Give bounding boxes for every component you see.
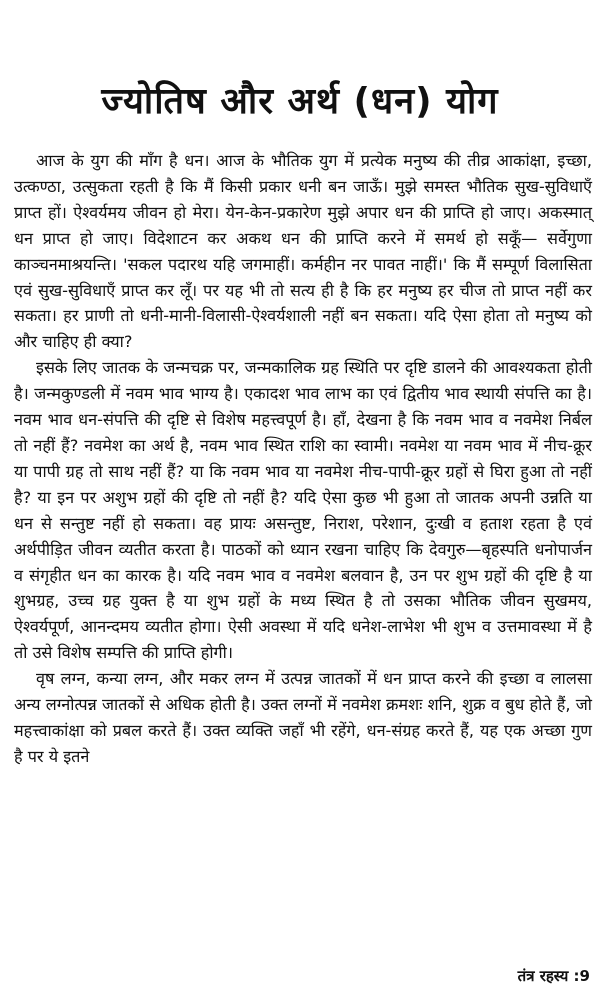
page-footer: तंत्र रहस्य :9 [517, 967, 590, 985]
body-text [14, 148, 592, 770]
paragraph-3: वृष लग्न, कन्या लग्न, और मकर लग्न में उत्पन्न जातकों में धन प्राप्त करने की इच्छा व लालसा अन्य लग्नोत्पन्न जातकों से अधिक होती है। उक्त लग्नों में नवमेश क्रमशः शनि, शुक्र व बुध होते हैं, जो महत्त्वाकांक्षा को प्रबल करते हैं। उक्त व्यक्ति जहाँ भी रहेंगे, धन-संग्रह करते हैं, यह एक अच्छा गुण है पर ये इतने [14, 669, 592, 766]
paragraph-2: इसके लिए जातक के जन्मचक्र पर, जन्मकालिक ग्रह स्थिति पर दृष्टि डालने की आवश्यकता होती है। जन्मकुण्डली में नवम भाव भाग्य है। एकादश भाव लाभ का एवं द्वितीय भाव स्थायी संपत्ति का है। नवम भाव धन-संपत्ति की दृष्टि से विशेष महत्त्वपूर्ण है। हाँ, देखना है कि नवम भाव व नवमेश निर्बल तो नहीं हैं? नवमेश का अर्थ है, नवम भाव स्थित राशि का स्वामी। नवमेश या नवम भाव में नीच-क्रूर या पापी ग्रह तो साथ नहीं हैं? या कि नवम भाव या नवमेश नीच-पापी-क्रूर ग्रहों से घिरा हुआ तो नहीं है? या इन पर अशुभ ग्रहों की दृष्टि तो नहीं है? यदि ऐसा कुछ भी हुआ तो जातक अपनी उन्नति या धन से सन्तुष्ट नहीं हो सकता। वह प्रायः असन्तुष्ट, निराश, परेशान, दुःखी व हताश रहता है एवं अर्थपीड़ित जीवन व्यतीत करता है। पाठकों को ध्यान रखना चाहिए कि देवगुरु—बृहस्पति धनोपार्जन व संगृहीत धन का कारक है। यदि नवम भाव व नवमेश बलवान है, उन पर शुभ ग्रहों की दृष्टि है या शुभग्रह, उच्च ग्रह युक्त है या शुभ ग्रहों के मध्य स्थित है तो उसका भौतिक जीवन सुखमय, ऐश्वर्यपूर्ण, आनन्दमय व्यतीत होगा। ऐसी अवस्था में यदि धनेश-लाभेश भी शुभ व उत्तमावस्था में है तो उसे विशेष सम्पत्ति की प्राप्ति होगी। [14, 358, 592, 663]
paragraph-1: आज के युग की माँग है धन। आज के भौतिक युग में प्रत्येक मनुष्य की तीव्र आकांक्षा, इच्छा, उत्कण्ठा, उत्सुकता रहती है कि मैं किसी प्रकार धनी बन जाऊँ। मुझे समस्त भौतिक सुख-सुविधाएँ प्राप्त हों। ऐश्वर्यमय जीवन हो मेरा। येन-केन-प्रकारेण मुझे अपार धन की प्राप्ति हो जाए। अकस्मात् धन प्राप्त हो जाए। विदेशाटन कर अकथ धन की प्राप्ति करने में समर्थ हो सकूँ— सर्वेगुणा काञ्चनमाश्रयन्ति। 'सकल पदारथ यहि जगमाहीं। कर्महीन नर पावत नाहीं।' कि मैं सम्पूर्ण विलासिता एवं सुख-सुविधाएँ प्राप्त कर लूँ। पर यह भी तो सत्य ही है कि हर मनुष्य हर चीज तो प्राप्त नहीं कर सकता। हर प्राणी तो धनी-मानी-विलासी-ऐश्वर्यशाली नहीं बन सकता। यदि ऐसा होता तो मनुष्य को और चाहिए ही क्या? [14, 151, 592, 352]
page-title: ज्योतिष और अर्थ (धन) योग [101, 81, 499, 122]
